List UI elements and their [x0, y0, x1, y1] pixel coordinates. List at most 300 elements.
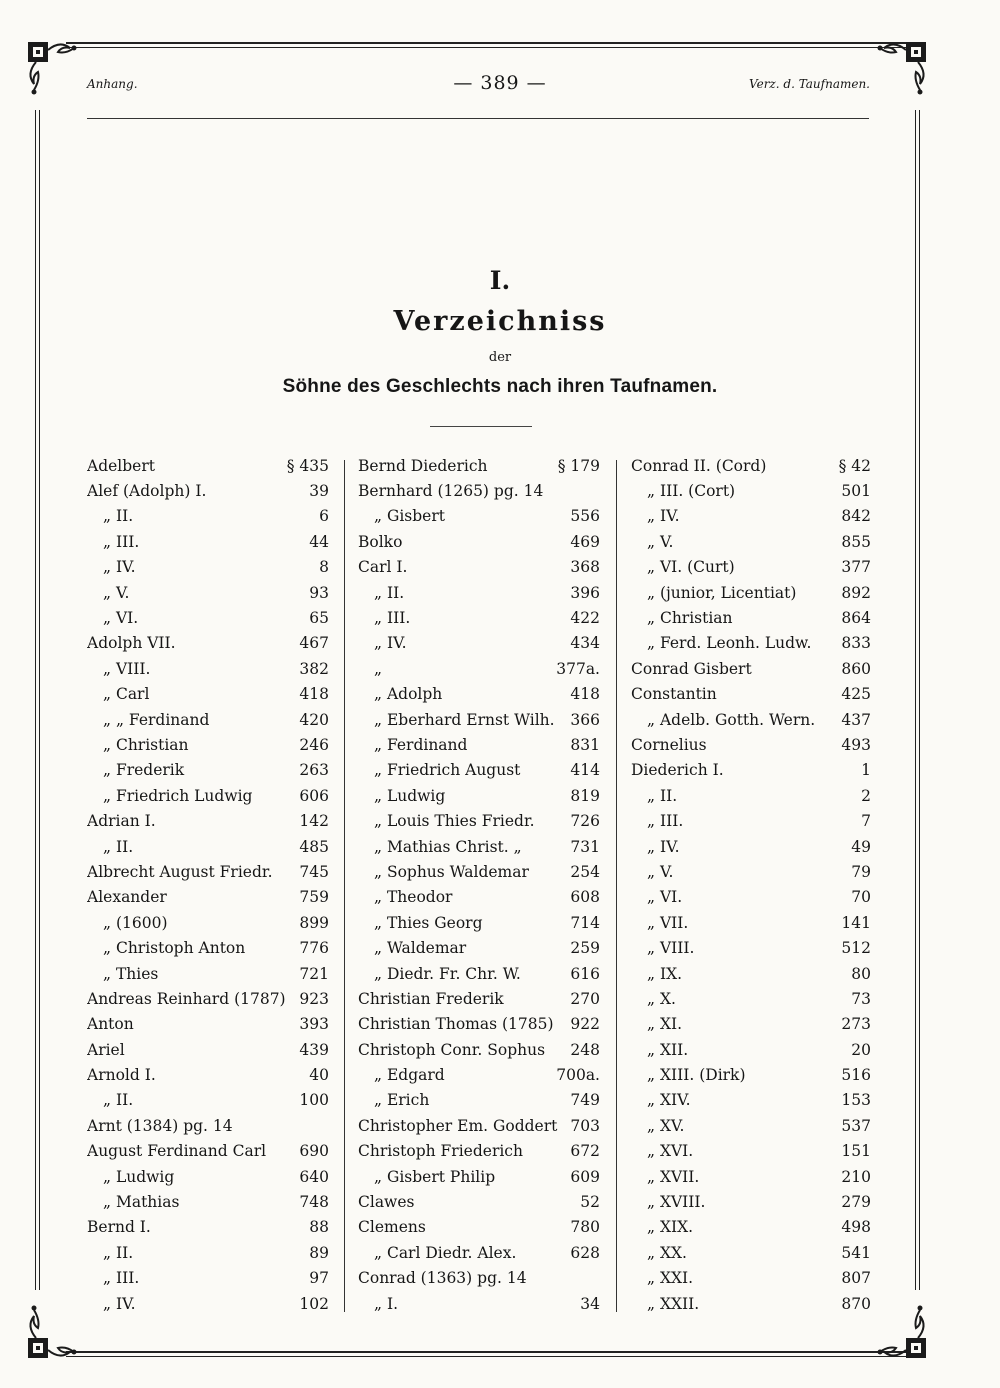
section-number: I.	[489, 266, 511, 295]
entry-name: „ Thies	[103, 964, 159, 983]
entry-number: 700a.	[556, 1066, 600, 1085]
index-entry	[631, 885, 871, 910]
frame-top-rule-inner	[66, 47, 908, 48]
index-entry	[358, 580, 600, 605]
frame-top-rule	[66, 42, 908, 44]
index-entry	[631, 910, 871, 935]
entry-number: 396	[570, 583, 600, 602]
index-entry	[87, 808, 329, 833]
index-column-3	[631, 453, 871, 1316]
entry-number: 377a.	[556, 659, 600, 678]
entry-name: August Ferdinand Carl	[87, 1142, 267, 1161]
index-entry	[358, 859, 600, 884]
index-entry	[631, 1012, 871, 1037]
entry-number: 745	[299, 862, 329, 881]
entry-name: „ Christian	[103, 735, 189, 754]
entry-number: 748	[299, 1193, 329, 1212]
entry-name: „ II.	[103, 837, 134, 856]
entry-name: „ XVIII.	[647, 1193, 706, 1212]
entry-number: 39	[309, 482, 329, 501]
entry-number: 731	[570, 837, 600, 856]
entry-name: „ III.	[647, 812, 684, 831]
entry-name: „ XII.	[647, 1040, 689, 1059]
entry-number: 516	[841, 1066, 871, 1085]
index-entry	[87, 961, 329, 986]
running-head-right: Verz. d. Taufnamen.	[749, 77, 870, 91]
entry-name: „ IV.	[374, 634, 407, 653]
entry-number: 467	[299, 634, 329, 653]
index-entry	[358, 656, 600, 681]
entry-name: „ Ludwig	[103, 1167, 175, 1186]
entry-name: „ XVII.	[647, 1167, 700, 1186]
index-entry	[87, 885, 329, 910]
index-entry	[87, 783, 329, 808]
index-entry	[631, 961, 871, 986]
entry-name: „ Carl	[103, 685, 150, 704]
running-head-left: Anhang.	[87, 77, 138, 91]
index-entry	[87, 555, 329, 580]
index-entry	[358, 961, 600, 986]
entry-number: 870	[841, 1294, 871, 1313]
index-entry	[631, 478, 871, 503]
entry-number: 672	[570, 1142, 600, 1161]
index-entry	[87, 834, 329, 859]
entry-name: Clawes	[358, 1193, 415, 1212]
entry-number: 780	[570, 1218, 600, 1237]
entry-number: 721	[299, 964, 329, 983]
index-entry	[631, 1088, 871, 1113]
corner-ornament-top-right	[870, 36, 940, 106]
entry-name: „ III.	[103, 1269, 140, 1288]
entry-name: Alexander	[87, 888, 167, 907]
entry-name: „ Mathias Christ. „	[374, 837, 522, 856]
entry-number: § 435	[286, 456, 329, 475]
index-entry	[87, 529, 329, 554]
frame-bottom-rule	[66, 1351, 908, 1353]
entry-number: 420	[299, 710, 329, 729]
entry-name: „ XIII. (Dirk)	[647, 1066, 746, 1085]
entry-number: 498	[841, 1218, 871, 1237]
index-entry	[87, 1189, 329, 1214]
index-entry	[87, 758, 329, 783]
entry-name: „ V.	[647, 862, 674, 881]
index-entry	[631, 1113, 871, 1138]
page-number: — 389 —	[453, 72, 547, 94]
index-entry	[358, 1215, 600, 1240]
index-entry	[631, 1037, 871, 1062]
index-entry	[631, 1215, 871, 1240]
entry-name: Cornelius	[631, 735, 707, 754]
entry-name: „ Waldemar	[374, 939, 467, 958]
entry-number: 6	[319, 507, 329, 526]
page-title: Verzeichniss	[393, 306, 607, 337]
index-entry	[631, 859, 871, 884]
entry-number: 151	[841, 1142, 871, 1161]
index-entry	[87, 1240, 329, 1265]
entry-number: 273	[841, 1015, 871, 1034]
index-entry	[87, 656, 329, 681]
entry-number: 556	[570, 507, 600, 526]
index-entry	[631, 1240, 871, 1265]
entry-name: „ III.	[374, 609, 411, 628]
entry-number: 270	[570, 989, 600, 1008]
index-entry	[358, 478, 600, 503]
entry-name: Anton	[87, 1015, 134, 1034]
entry-number: 434	[570, 634, 600, 653]
index-entry	[87, 1164, 329, 1189]
column-separator	[616, 460, 617, 1312]
index-entry	[87, 859, 329, 884]
entry-number: 2	[861, 786, 871, 805]
corner-ornament-top-left	[14, 36, 84, 106]
entry-name: Bolko	[358, 532, 403, 551]
entry-name: Diederich I.	[631, 761, 724, 780]
entry-name: Christian Thomas (1785)	[358, 1015, 554, 1034]
index-entry	[87, 1012, 329, 1037]
entry-name: „ XX.	[647, 1243, 687, 1262]
entry-name: Alef (Adolph) I.	[87, 482, 207, 501]
entry-name: „ Ferd. Leonh. Ludw.	[647, 634, 812, 653]
index-entry	[87, 1215, 329, 1240]
index-entry	[358, 504, 600, 529]
index-entry	[358, 1088, 600, 1113]
entry-number: 776	[299, 939, 329, 958]
entry-number: 831	[570, 735, 600, 754]
index-entry	[358, 1164, 600, 1189]
entry-number: 501	[841, 482, 871, 501]
entry-name: „ I.	[374, 1294, 399, 1313]
entry-number: 485	[299, 837, 329, 856]
index-entry	[87, 1266, 329, 1291]
entry-name: „	[374, 659, 383, 678]
entry-name: „ (1600)	[103, 913, 168, 932]
entry-number: 541	[841, 1243, 871, 1262]
entry-number: 860	[841, 659, 871, 678]
entry-name: „ Erich	[374, 1091, 430, 1110]
entry-name: „ Louis Thies Friedr.	[374, 812, 535, 831]
entry-name: „ IV.	[647, 837, 680, 856]
entry-name: „ II.	[647, 786, 678, 805]
entry-name: „ Diedr. Fr. Chr. W.	[374, 964, 521, 983]
entry-name: „ Friedrich Ludwig	[103, 786, 253, 805]
entry-number: 44	[309, 532, 329, 551]
index-entry	[631, 986, 871, 1011]
entry-number: 819	[570, 786, 600, 805]
index-entry	[358, 1266, 600, 1291]
entry-name: Adolph VII.	[87, 634, 176, 653]
entry-name: „ II.	[103, 1243, 134, 1262]
entry-number: 923	[299, 989, 329, 1008]
index-entry	[631, 453, 871, 478]
entry-number: 493	[841, 735, 871, 754]
index-entry	[87, 605, 329, 630]
entry-number: 141	[841, 913, 871, 932]
entry-name: Conrad Gisbert	[631, 659, 752, 678]
entry-number: 512	[841, 939, 871, 958]
entry-name: „ X.	[647, 989, 676, 1008]
entry-number: 248	[570, 1040, 600, 1059]
index-column-2	[358, 453, 600, 1316]
entry-name: „ IX.	[647, 964, 683, 983]
entry-name: „ Christoph Anton	[103, 939, 246, 958]
entry-number: 7	[861, 812, 871, 831]
index-entry	[631, 580, 871, 605]
entry-name: „ Adolph	[374, 685, 443, 704]
entry-number: 8	[319, 558, 329, 577]
index-entry	[87, 1113, 329, 1138]
entry-number: 537	[841, 1116, 871, 1135]
index-entry	[358, 1291, 600, 1316]
index-entry	[358, 1062, 600, 1087]
entry-name: Christoph Friederich	[358, 1142, 523, 1161]
frame-bottom-rule-inner	[66, 1356, 908, 1357]
entry-number: 833	[841, 634, 871, 653]
index-entry	[358, 1037, 600, 1062]
entry-number: 864	[841, 609, 871, 628]
entry-number: 414	[570, 761, 600, 780]
corner-ornament-bottom-right	[870, 1294, 940, 1364]
entry-name: „ II.	[103, 507, 134, 526]
entry-number: 142	[299, 812, 329, 831]
index-entry	[358, 808, 600, 833]
entry-number: 609	[570, 1167, 600, 1186]
index-entry	[358, 732, 600, 757]
index-entry	[358, 885, 600, 910]
entry-number: 807	[841, 1269, 871, 1288]
entry-number: 97	[309, 1269, 329, 1288]
entry-name: „ V.	[647, 532, 674, 551]
index-entry	[631, 707, 871, 732]
entry-name: Carl I.	[358, 558, 408, 577]
index-entry	[358, 1139, 600, 1164]
entry-name: „ Sophus Waldemar	[374, 862, 529, 881]
index-entry	[358, 758, 600, 783]
index-entry	[87, 1139, 329, 1164]
index-entry	[358, 783, 600, 808]
entry-name: Christian Frederik	[358, 989, 504, 1008]
entry-name: „ Theodor	[374, 888, 453, 907]
entry-name: „ Gisbert Philip	[374, 1167, 496, 1186]
entry-name: Arnt (1384) pg. 14	[87, 1116, 233, 1135]
index-entry	[358, 453, 600, 478]
entry-number: 279	[841, 1193, 871, 1212]
entry-name: „ Mathias	[103, 1193, 180, 1212]
entry-number: 469	[570, 532, 600, 551]
entry-number: 368	[570, 558, 600, 577]
entry-name: „ XI.	[647, 1015, 683, 1034]
entry-name: Bernd I.	[87, 1218, 151, 1237]
index-entry	[87, 580, 329, 605]
entry-number: 726	[570, 812, 600, 831]
entry-number: 80	[851, 964, 871, 983]
index-entry	[358, 1240, 600, 1265]
entry-number: 606	[299, 786, 329, 805]
index-entry	[631, 1189, 871, 1214]
entry-name: „ Friedrich August	[374, 761, 521, 780]
title-connector: der	[488, 350, 512, 365]
index-entry	[631, 504, 871, 529]
entry-name: Bernd Diederich	[358, 456, 488, 475]
entry-number: 714	[570, 913, 600, 932]
index-entry	[358, 935, 600, 960]
entry-name: Conrad II. (Cord)	[631, 456, 767, 475]
entry-number: 153	[841, 1091, 871, 1110]
entry-name: Albrecht August Friedr.	[87, 862, 273, 881]
entry-number: 89	[309, 1243, 329, 1262]
entry-number: 425	[841, 685, 871, 704]
entry-name: „ XXII.	[647, 1294, 700, 1313]
entry-number: 393	[299, 1015, 329, 1034]
page-subtitle: Söhne des Geschlechts nach ihren Taufnamen.	[282, 376, 718, 397]
entry-name: „ Gisbert	[374, 507, 445, 526]
index-entry	[87, 1037, 329, 1062]
corner-ornament-bottom-left	[14, 1294, 84, 1364]
index-entry	[358, 707, 600, 732]
entry-number: 246	[299, 735, 329, 754]
entry-name: „ VI.	[103, 609, 139, 628]
entry-name: „ XXI.	[647, 1269, 694, 1288]
title-rule	[430, 426, 532, 427]
index-entry	[631, 1291, 871, 1316]
entry-number: 70	[851, 888, 871, 907]
entry-number: 382	[299, 659, 329, 678]
entry-number: § 179	[557, 456, 600, 475]
entry-number: 20	[851, 1040, 871, 1059]
index-entry	[87, 1062, 329, 1087]
entry-name: Conrad (1363) pg. 14	[358, 1269, 527, 1288]
entry-number: 100	[299, 1091, 329, 1110]
entry-name: Bernhard (1265) pg. 14	[358, 482, 544, 501]
index-entry	[358, 910, 600, 935]
index-entry	[631, 631, 871, 656]
entry-name: „ Frederik	[103, 761, 185, 780]
entry-number: 49	[851, 837, 871, 856]
index-entry	[631, 555, 871, 580]
entry-number: 422	[570, 609, 600, 628]
entry-number: 439	[299, 1040, 329, 1059]
entry-number: 254	[570, 862, 600, 881]
entry-number: 73	[851, 989, 871, 1008]
entry-number: 892	[841, 583, 871, 602]
index-entry	[87, 707, 329, 732]
entry-name: „ IV.	[103, 558, 136, 577]
entry-number: 418	[299, 685, 329, 704]
entry-name: Clemens	[358, 1218, 426, 1237]
entry-name: „ III.	[103, 532, 140, 551]
index-entry	[631, 808, 871, 833]
entry-name: „ XIX.	[647, 1218, 694, 1237]
entry-name: „ Ferdinand	[374, 735, 468, 754]
entry-number: 40	[309, 1066, 329, 1085]
index-entry	[87, 631, 329, 656]
entry-number: 616	[570, 964, 600, 983]
entry-name: Andreas Reinhard (1787)	[87, 989, 286, 1008]
entry-number: 210	[841, 1167, 871, 1186]
index-entry	[358, 986, 600, 1011]
index-entry	[87, 935, 329, 960]
entry-name: Ariel	[87, 1040, 125, 1059]
index-entry	[631, 1062, 871, 1087]
index-entry	[631, 732, 871, 757]
entry-number: 65	[309, 609, 329, 628]
entry-name: Christoph Conr. Sophus	[358, 1040, 546, 1059]
entry-number: 690	[299, 1142, 329, 1161]
entry-number: 855	[841, 532, 871, 551]
entry-number: 259	[570, 939, 600, 958]
entry-number: 88	[309, 1218, 329, 1237]
index-entry	[631, 656, 871, 681]
index-entry	[87, 986, 329, 1011]
entry-name: Christopher Em. Goddert	[358, 1116, 558, 1135]
index-entry	[87, 478, 329, 503]
entry-name: „ VI. (Curt)	[647, 558, 735, 577]
entry-name: „ Adelb. Gotth. Wern.	[647, 710, 816, 729]
index-entry	[358, 555, 600, 580]
entry-number: 759	[299, 888, 329, 907]
entry-name: Arnold I.	[87, 1066, 156, 1085]
entry-number: 842	[841, 507, 871, 526]
index-entry	[358, 834, 600, 859]
entry-name: „ VII.	[647, 913, 689, 932]
entry-name: „ VIII.	[103, 659, 151, 678]
entry-number: 102	[299, 1294, 329, 1313]
entry-number: 437	[841, 710, 871, 729]
index-entry	[87, 504, 329, 529]
index-entry	[358, 1012, 600, 1037]
entry-name: „ XV.	[647, 1116, 685, 1135]
entry-name: „ VIII.	[647, 939, 695, 958]
index-entry	[358, 631, 600, 656]
index-entry	[631, 682, 871, 707]
entry-number: 263	[299, 761, 329, 780]
index-entry	[631, 783, 871, 808]
index-entry	[631, 758, 871, 783]
entry-name: „ Thies Georg	[374, 913, 483, 932]
entry-number: 79	[851, 862, 871, 881]
index-entry	[631, 529, 871, 554]
entry-number: 640	[299, 1167, 329, 1186]
entry-name: „ „ Ferdinand	[103, 710, 210, 729]
entry-number: 608	[570, 888, 600, 907]
entry-name: „ II.	[374, 583, 405, 602]
index-entry	[87, 453, 329, 478]
index-entry	[87, 910, 329, 935]
index-entry	[358, 529, 600, 554]
index-entry	[358, 605, 600, 630]
entry-number: 749	[570, 1091, 600, 1110]
index-entry	[358, 1113, 600, 1138]
entry-name: Adrian I.	[87, 812, 156, 831]
entry-name: „ II.	[103, 1091, 134, 1110]
entry-number: 922	[570, 1015, 600, 1034]
entry-name: „ Christian	[647, 609, 733, 628]
entry-name: „ IV.	[647, 507, 680, 526]
entry-name: „ Edgard	[374, 1066, 445, 1085]
entry-number: 703	[570, 1116, 600, 1135]
entry-number: 52	[580, 1193, 600, 1212]
entry-number: 366	[570, 710, 600, 729]
entry-number: 418	[570, 685, 600, 704]
entry-number: § 42	[838, 456, 871, 475]
index-entry	[87, 682, 329, 707]
entry-number: 899	[299, 913, 329, 932]
header-rule	[87, 118, 869, 119]
entry-name: „ Eberhard Ernst Wilh.	[374, 710, 555, 729]
index-entry	[358, 1189, 600, 1214]
index-entry	[87, 732, 329, 757]
index-entry	[631, 605, 871, 630]
index-entry	[87, 1088, 329, 1113]
